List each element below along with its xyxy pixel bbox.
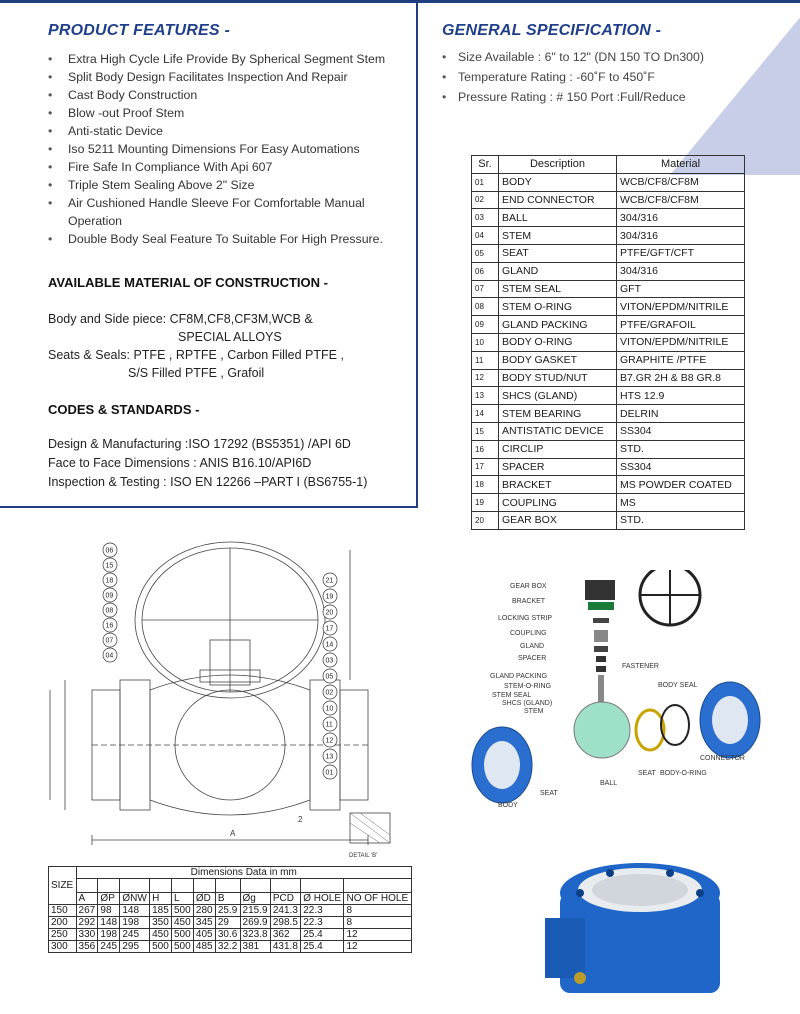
part-label-connector: CONNECTOR xyxy=(700,755,745,762)
cell-description: STEM xyxy=(499,227,617,245)
table-header-row xyxy=(472,156,745,174)
dim-cell: 150 xyxy=(49,905,77,917)
part-label-body-o-ring: BODY-O-RING xyxy=(660,770,707,777)
dim-cell: 245 xyxy=(120,929,150,941)
callout-label: 08 xyxy=(105,607,114,615)
table-row xyxy=(472,316,745,334)
dim-header: H xyxy=(150,893,172,905)
table-row xyxy=(472,422,745,440)
dim-header: ØP xyxy=(98,893,120,905)
part-label-seat2: SEAT xyxy=(540,790,558,797)
part-label-gland: GLAND xyxy=(520,643,545,650)
dim-cell: 98 xyxy=(98,905,120,917)
table-row xyxy=(472,244,745,262)
part-label-body: BODY xyxy=(498,802,518,809)
part-label-fastener: FASTENER xyxy=(622,663,659,670)
callout-label: 01 xyxy=(325,769,334,777)
callout-label: 18 xyxy=(105,577,114,585)
cell-description: GEAR BOX xyxy=(499,511,617,529)
table-row xyxy=(472,511,745,529)
dim-cell: 500 xyxy=(172,929,194,941)
dim-cell: 280 xyxy=(193,905,215,917)
dim-cell: 323.8 xyxy=(240,929,270,941)
cell-material: VITON/EPDM/NITRILE xyxy=(617,333,745,351)
cell-description: END CONNECTOR xyxy=(499,191,617,209)
table-row xyxy=(49,917,412,929)
cell-sr: 03 xyxy=(472,209,499,227)
part-label-locking-strip: LOCKING STRIP xyxy=(498,615,553,622)
codes-line-1: Design & Manufacturing :ISO 17292 (BS5351) /API 6D xyxy=(48,437,351,451)
part-label-ball: BALL xyxy=(600,780,618,787)
dim-cell: 148 xyxy=(98,917,120,929)
cell-sr: 01 xyxy=(472,173,499,191)
dim-header: ØD xyxy=(193,893,215,905)
part-label-gland-packing: GLAND PACKING xyxy=(490,673,548,680)
callout-label: 14 xyxy=(325,641,334,649)
dim-cell: 485 xyxy=(193,941,215,953)
spacer-cell xyxy=(270,879,300,893)
callout-label: 19 xyxy=(325,593,334,601)
dim-cell: 241.3 xyxy=(270,905,300,917)
table-row xyxy=(472,262,745,280)
dim-cell: 292 xyxy=(76,917,98,929)
cell-sr: 04 xyxy=(472,227,499,245)
dim-cell: 25.4 xyxy=(301,941,344,953)
part-label-shcs-gland: SHCS (GLAND) xyxy=(502,700,553,707)
cell-sr: 02 xyxy=(472,191,499,209)
dim-header: Ø HOLE xyxy=(301,893,344,905)
cell-material: MS POWDER COATED xyxy=(617,476,745,494)
cell-material: SS304 xyxy=(617,422,745,440)
list-item: • Iso 5211 Mounting Dimensions For Easy Automations xyxy=(48,140,398,158)
materials-line-1: Body and Side piece: CF8M,CF8,CF3M,WCB & xyxy=(48,312,313,326)
spacer-cell xyxy=(344,879,412,893)
size-header: SIZE xyxy=(49,867,77,905)
part-label-seat: SEAT xyxy=(638,770,656,777)
cell-description: BODY STUD/NUT xyxy=(499,369,617,387)
dim-cell: 267 xyxy=(76,905,98,917)
dim-cell: 245 xyxy=(98,941,120,953)
part-label-body-seal: BODY SEAL xyxy=(658,682,698,689)
cell-material: B7.GR 2H & B8 GR.8 xyxy=(617,369,745,387)
cell-material: GFT xyxy=(617,280,745,298)
cell-material: SS304 xyxy=(617,458,745,476)
cell-description: BODY O-RING xyxy=(499,333,617,351)
dim-cell: 450 xyxy=(172,917,194,929)
cell-sr: 10 xyxy=(472,333,499,351)
cell-material: 304/316 xyxy=(617,227,745,245)
list-item: • Double Body Seal Feature To Suitable For High Pressure. xyxy=(48,230,398,248)
callout-label: 06 xyxy=(105,547,114,555)
dim-cell: 12 xyxy=(344,941,412,953)
spacer-cell xyxy=(76,879,98,893)
list-item: • Size Available : 6" to 12" (DN 150 TO Dn300) xyxy=(442,47,704,67)
cell-material: VITON/EPDM/NITRILE xyxy=(617,298,745,316)
dimensions-table xyxy=(48,866,412,953)
cell-sr: 12 xyxy=(472,369,499,387)
part-label-spacer: SPACER xyxy=(518,655,547,662)
cell-material: DELRIN xyxy=(617,405,745,423)
dim-cell: 32.2 xyxy=(215,941,240,953)
materials-title: AVAILABLE MATERIAL OF CONSTRUCTION - xyxy=(48,275,328,290)
dim-cell: 356 xyxy=(76,941,98,953)
spacer-cell xyxy=(172,879,194,893)
part-label-bracket: BRACKET xyxy=(512,598,546,605)
part-label-coupling: COUPLING xyxy=(510,630,547,637)
cell-material: MS xyxy=(617,494,745,512)
table-row xyxy=(472,369,745,387)
table-row xyxy=(472,494,745,512)
table-row xyxy=(49,941,412,953)
table-row xyxy=(472,227,745,245)
dim-header: PCD xyxy=(270,893,300,905)
dimensions-title: Dimensions Data in mm xyxy=(76,867,411,879)
dim-cell: 300 xyxy=(49,941,77,953)
callout-label: 02 xyxy=(325,689,334,697)
cell-sr: 08 xyxy=(472,298,499,316)
cell-sr: 18 xyxy=(472,476,499,494)
dim-cell: 345 xyxy=(193,917,215,929)
spacer-cell xyxy=(301,879,344,893)
general-spec-list xyxy=(442,47,704,107)
dim-cell: 25.9 xyxy=(215,905,240,917)
part-label-stem: STEM xyxy=(524,708,544,715)
list-item: • Air Cushioned Handle Sleeve For Comfortable Manual Operation xyxy=(48,194,398,230)
table-row xyxy=(472,280,745,298)
cell-material: GRAPHITE /PTFE xyxy=(617,351,745,369)
cell-sr: 13 xyxy=(472,387,499,405)
part-label-stem-o-ring: STEM-O-RING xyxy=(504,683,552,690)
codes-line-2: Face to Face Dimensions : ANIS B16.10/API6D xyxy=(48,456,312,470)
cell-sr: 05 xyxy=(472,244,499,262)
cell-sr: 17 xyxy=(472,458,499,476)
cell-material: HTS 12.9 xyxy=(617,387,745,405)
callout-label: 16 xyxy=(105,622,114,630)
cell-description: CIRCLIP xyxy=(499,440,617,458)
table-row xyxy=(472,173,745,191)
dim-header: B xyxy=(215,893,240,905)
callout-label: 21 xyxy=(325,577,334,585)
callout-label: 13 xyxy=(325,753,334,761)
spacer-cell xyxy=(150,879,172,893)
dim-cell: 22.3 xyxy=(301,905,344,917)
dim-header: ØNW xyxy=(120,893,150,905)
header-sr: Sr. xyxy=(472,156,499,174)
dim-header: Øg xyxy=(240,893,270,905)
cell-description: BODY xyxy=(499,173,617,191)
list-item: • Fire Safe In Compliance With Api 607 xyxy=(48,158,398,176)
callout-label: 04 xyxy=(105,652,114,660)
spacer-cell xyxy=(215,879,240,893)
material-table-body xyxy=(472,173,745,529)
dim-cell: 250 xyxy=(49,929,77,941)
part-label-stem-seal: STEM SEAL xyxy=(492,692,532,699)
dim-cell: 295 xyxy=(120,941,150,953)
product-features-list xyxy=(48,50,398,248)
cell-description: GLAND PACKING xyxy=(499,316,617,334)
codes-title: CODES & STANDARDS - xyxy=(48,402,200,417)
list-item: • Anti-static Device xyxy=(48,122,398,140)
dim-cell: 298.5 xyxy=(270,917,300,929)
dim-cell: 450 xyxy=(150,929,172,941)
dim-cell: 381 xyxy=(240,941,270,953)
table-row xyxy=(472,333,745,351)
table-row xyxy=(472,440,745,458)
material-table xyxy=(471,155,745,530)
callout-label: 09 xyxy=(105,592,114,600)
dim-cell: 405 xyxy=(193,929,215,941)
dim-header: A xyxy=(76,893,98,905)
materials-line-4: S/S Filled PTFE , Grafoil xyxy=(128,366,265,380)
table-row xyxy=(49,867,412,879)
cell-sr: 19 xyxy=(472,494,499,512)
list-item: • Cast Body Construction xyxy=(48,86,398,104)
table-row xyxy=(472,209,745,227)
cell-description: BODY GASKET xyxy=(499,351,617,369)
cell-description: BALL xyxy=(499,209,617,227)
dim-cell: 330 xyxy=(76,929,98,941)
callout-label: 15 xyxy=(105,562,114,570)
cell-sr: 14 xyxy=(472,405,499,423)
spacer-cell xyxy=(193,879,215,893)
list-item: • Temperature Rating : -60˚F to 450˚F xyxy=(442,67,704,87)
materials-line-3: Seats & Seals: PTFE , RPTFE , Carbon Filled PTFE , xyxy=(48,348,344,362)
cell-description: STEM SEAL xyxy=(499,280,617,298)
dim-2-label: 2 xyxy=(298,815,303,824)
dim-cell: 500 xyxy=(150,941,172,953)
list-item: • Split Body Design Facilitates Inspection And Repair xyxy=(48,68,398,86)
dim-cell: 431.8 xyxy=(270,941,300,953)
dim-cell: 362 xyxy=(270,929,300,941)
cell-description: STEM O-RING xyxy=(499,298,617,316)
list-item: • Pressure Rating : # 150 Port :Full/Reduce xyxy=(442,87,704,107)
dimensions-table-body xyxy=(49,867,412,953)
spacer-cell xyxy=(120,879,150,893)
callout-label: 05 xyxy=(325,673,334,681)
dim-cell: 8 xyxy=(344,917,412,929)
cell-sr: 20 xyxy=(472,511,499,529)
cell-material: PTFE/GFT/CFT xyxy=(617,244,745,262)
cell-sr: 16 xyxy=(472,440,499,458)
callout-label: 11 xyxy=(325,721,333,729)
detail-b-label: DETAIL 'B' xyxy=(349,853,378,859)
cell-description: GLAND xyxy=(499,262,617,280)
dim-cell: 500 xyxy=(172,941,194,953)
dim-cell: 269.9 xyxy=(240,917,270,929)
callout-label: 10 xyxy=(325,705,334,713)
dim-cell: 30.6 xyxy=(215,929,240,941)
dim-cell: 198 xyxy=(98,929,120,941)
table-row xyxy=(472,458,745,476)
cell-description: SHCS (GLAND) xyxy=(499,387,617,405)
cell-material: WCB/CF8/CF8M xyxy=(617,173,745,191)
list-item: • Blow -out Proof Stem xyxy=(48,104,398,122)
cell-sr: 09 xyxy=(472,316,499,334)
dim-cell: 215.9 xyxy=(240,905,270,917)
materials-line-2: SPECIAL ALLOYS xyxy=(178,330,282,344)
codes-line-3: Inspection & Testing : ISO EN 12266 –PART I (BS6755-1) xyxy=(48,475,368,489)
header-description: Description xyxy=(499,156,617,174)
valve-photo xyxy=(540,838,740,1008)
dim-cell: 148 xyxy=(120,905,150,917)
table-row xyxy=(472,351,745,369)
dim-a-label: A xyxy=(230,829,236,838)
callout-label: 07 xyxy=(105,637,114,645)
cell-sr: 06 xyxy=(472,262,499,280)
cell-description: SEAT xyxy=(499,244,617,262)
spacer-cell xyxy=(98,879,120,893)
cell-description: STEM BEARING xyxy=(499,405,617,423)
list-item: • Triple Stem Sealing Above 2" Size xyxy=(48,176,398,194)
callout-label: 12 xyxy=(325,737,334,745)
table-row xyxy=(472,387,745,405)
dim-header: NO OF HOLE xyxy=(344,893,412,905)
dim-cell: 500 xyxy=(172,905,194,917)
dim-cell: 185 xyxy=(150,905,172,917)
dim-cell: 25.4 xyxy=(301,929,344,941)
cell-material: 304/316 xyxy=(617,262,745,280)
part-label-gear-box: GEAR BOX xyxy=(510,583,547,590)
callout-label: 17 xyxy=(325,625,334,633)
dim-cell: 29 xyxy=(215,917,240,929)
table-row xyxy=(472,476,745,494)
cell-description: SPACER xyxy=(499,458,617,476)
dim-cell: 12 xyxy=(344,929,412,941)
cell-description: COUPLING xyxy=(499,494,617,512)
cell-material: WCB/CF8/CF8M xyxy=(617,191,745,209)
list-item: • Extra High Cycle Life Provide By Spherical Segment Stem xyxy=(48,50,398,68)
cell-description: ANTISTATIC DEVICE xyxy=(499,422,617,440)
callout-label: 20 xyxy=(325,609,334,617)
dim-cell: 8 xyxy=(344,905,412,917)
table-row xyxy=(472,298,745,316)
header-material: Material xyxy=(617,156,745,174)
cell-description: BRACKET xyxy=(499,476,617,494)
cell-material: STD. xyxy=(617,511,745,529)
detail-b-drawing xyxy=(345,805,405,860)
cell-sr: 11 xyxy=(472,351,499,369)
dim-cell: 22.3 xyxy=(301,917,344,929)
dim-cell: 198 xyxy=(120,917,150,929)
table-row xyxy=(472,405,745,423)
table-row xyxy=(49,879,412,893)
general-spec-title: GENERAL SPECIFICATION - xyxy=(442,22,662,39)
dim-header: L xyxy=(172,893,194,905)
cell-sr: 07 xyxy=(472,280,499,298)
table-row xyxy=(49,929,412,941)
cell-material: 304/316 xyxy=(617,209,745,227)
table-row xyxy=(49,905,412,917)
product-features-title: PRODUCT FEATURES - xyxy=(48,22,230,39)
cell-material: PTFE/GRAFOIL xyxy=(617,316,745,334)
callout-label: 03 xyxy=(325,657,334,665)
dim-cell: 350 xyxy=(150,917,172,929)
spacer-cell xyxy=(240,879,270,893)
dim-cell: 200 xyxy=(49,917,77,929)
cell-sr: 15 xyxy=(472,422,499,440)
cell-material: STD. xyxy=(617,440,745,458)
table-header-row xyxy=(49,893,412,905)
exploded-view xyxy=(460,570,800,810)
table-row xyxy=(472,191,745,209)
